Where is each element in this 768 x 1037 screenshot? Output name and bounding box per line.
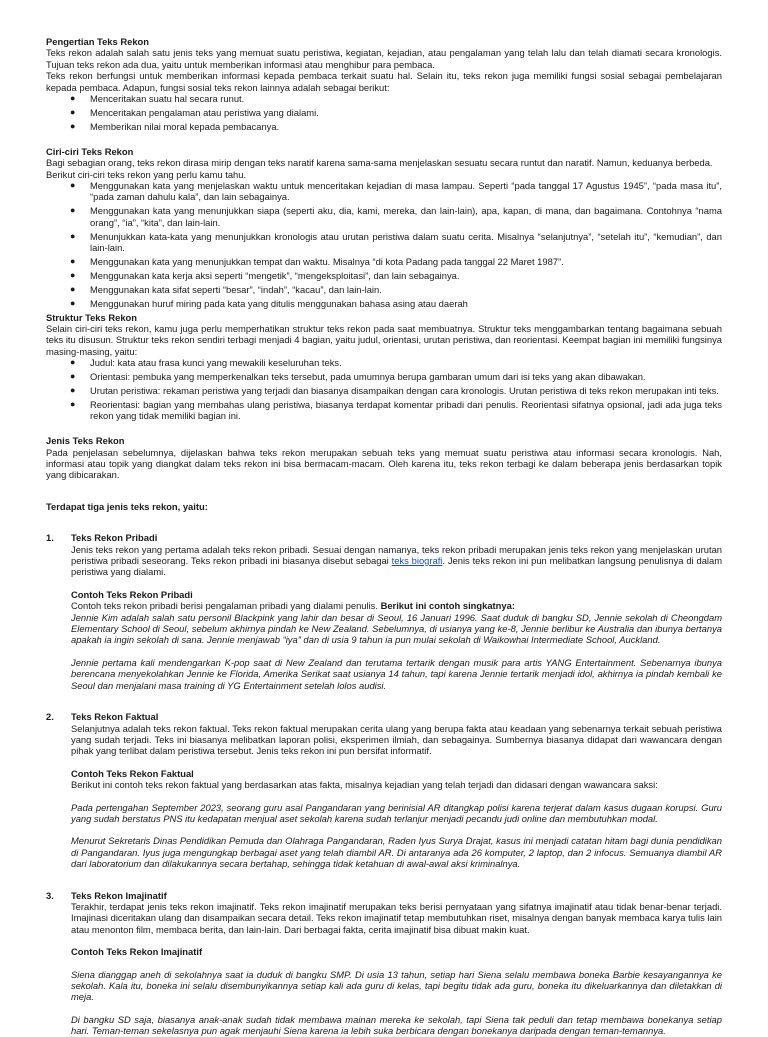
item-number: 2. bbox=[46, 711, 54, 723]
list-item: ● Menunjukkan kata-kata yang menunjukkan kronologis atau urutan peristiwa dalam suatu cerita. Misalnya “selanjutnya”, “setelah itu”, “kemudian”, dan lain-lain. bbox=[70, 230, 722, 253]
item-number: 1. bbox=[46, 532, 54, 544]
list-item: ● Menggunakan kata yang menunjukkan tempat dan waktu. Misalnya “di kota Padang pada tanggal 22 Maret 1987”. bbox=[70, 255, 564, 267]
item-number: 3. bbox=[46, 889, 54, 901]
bullet-icon: ● bbox=[70, 357, 76, 368]
biography-link[interactable]: teks biografi bbox=[391, 555, 443, 567]
list-item: ● Orientasi: pembuka yang memperkenalkan teks tersebut, pada umumnya berupa gambaran umum dari isi teks yang akan dibawakan. bbox=[70, 371, 646, 383]
item-title: Teks Rekon Faktual bbox=[71, 711, 159, 723]
numbered-item bbox=[46, 532, 722, 691]
bullet-icon: ● bbox=[70, 93, 76, 104]
paragraph: Terakhir, terdapat jenis teks rekon imajinatif. Teks rekon imajinatif merupakan teks berisi pernyataan yang sifatnya imajinatif atau tidak benar-benar terjadi. Imajinasi diceritakan ulang dan disampaikan secara detail. Teks rekon imajinatif tetap membutuhkan riset, misalnya dengan banyak membaca karya tulis lain atau menonton film, membaca berita, dan lain-lain. Dari berbagai fakta, cerita imajinatif bisa dibuat makin kuat. bbox=[71, 900, 722, 935]
example-text: Menurut Sekretaris Dinas Pendidikan Pemuda dan Olahraga Pangandaran, Raden Iyus Surya Drajat, kasus ini menjadi catatan hitam bagi dunia pendidikan di Pangandaran. Iyus juga mengungkap berbagai aset yang telah diambil AR. Di antaranya ada 26 komputer, 2 laptop, dan 2 infocus. Semuanya diambil AR dari laboratorium dan dilakukannya secara bertahap, sehingga tidak ketahuan di awal-awal aksi kriminalnya. bbox=[71, 835, 722, 870]
example-text: Jennie pertama kali mendengarkan K-pop saat di New Zealand dan terutama tertarik dengan musik para artis YANG Entertainment. Sebenarnya ibunya berencana menyekolahkan Jennie ke Florida, Amerika Serikat saat usianya 14 tahun, tapi karena Jennie tertarik menjadi idol, akhirnya ia pindah kembali ke Seoul dan menjalani masa training di YG Entertainment setelah lolos audisi. bbox=[71, 656, 722, 691]
bullet-list bbox=[46, 93, 722, 132]
paragraph: Pada penjelasan sebelumnya, dijelaskan bahwa teks rekon merupakan sebuah teks yang memuat suatu peristiwa atau informasi secara kronologis. Nah, informasi atau topik yang diangkat dalam teks rekon ini bisa bermacam-macam. Oleh karena itu, teks rekon terbagi ke dalam beberapa jenis berdasarkan topik yang dibicarakan. bbox=[46, 446, 722, 481]
item-title: Teks Rekon Pribadi bbox=[71, 532, 158, 544]
example-text: Siena dianggap aneh di sekolahnya saat ia duduk di bangku SMP. Di usia 13 tahun, setiap hari Siena selalu membawa boneka Barbie kesayangannya ke sekolah. Kala itu, boneka ini selalu disembunyikannya setiap kali ada guru di kelas, tapi begitu tidak ada guru, boneka itu dikeluarkannya dan diletakkan di meja. bbox=[71, 968, 722, 1003]
bullet-icon: ● bbox=[70, 205, 76, 216]
list-item: ● Urutan peristiwa: rekaman peristiwa yang terjadi dan biasanya disampaikan dengan cara kronologis. Urutan peristiwa di teks rekon merupakan inti teks. bbox=[70, 384, 719, 396]
bullet-icon: ● bbox=[70, 106, 76, 117]
numbered-item bbox=[46, 711, 722, 869]
list-item: ● Reorientasi: bagian yang membahas ulang peristiwa, biasanya terdapat komentar pribadi dari penulis. Reorientasi sifatnya opsional, jadi ada juga teks rekon yang tidak memiliki bagian ini. bbox=[70, 398, 722, 422]
list-item: ● Menggunakan kata yang menunjukkan siapa (seperti aku, dia, kami, mereka, dan lain-lain), apa, kapan, di mana, dan bagaimana. Contohnya “nama orang”, “ia”, “kita”, dan lain-lain. bbox=[70, 205, 722, 228]
list-item: ● Menggunakan kata yang menjelaskan waktu untuk menceritakan kejadian di masa lampau. Seperti “pada tanggal 17 Agustus 1945”, “pada masa itu”, “pada zaman dahulu kala”, dan lain sebagainya. bbox=[70, 179, 722, 203]
paragraph: Contoh teks rekon pribadi berisi pengalaman pribadi yang dialami penulis. Berikut ini contoh singkatnya: bbox=[71, 600, 515, 612]
bullet-list bbox=[46, 357, 722, 422]
list-item: ● Menggunakan kata kerja aksi seperti “mengetik”, “mengeksploitasi”, dan lain sebagainya. bbox=[70, 269, 460, 281]
bullet-icon: ● bbox=[70, 283, 76, 294]
section-heading: Jenis Teks Rekon bbox=[46, 435, 125, 447]
paragraph: Selain ciri-ciri teks rekon, kamu juga perlu memperhatikan struktur teks rekon pada saat membuatnya. Struktur teks menggambarkan tentang bagaimana sebuah teks itu disusun. Struktur teks rekon sendiri terbagi menjadi 4 bagian, yaitu judul, orientasi, urutan peristiwa, dan reorientasi. Keempat bagian ini memiliki fungsinya masing-masing, yaitu: bbox=[46, 322, 722, 357]
numbered-item bbox=[46, 890, 722, 1037]
list-item: ● Menceritakan pengalaman atau peristiwa yang dialami. bbox=[70, 106, 319, 118]
example-title: Contoh Teks Rekon Faktual bbox=[71, 767, 194, 779]
bullet-icon: ● bbox=[70, 179, 76, 190]
example-title: Contoh Teks Rekon Pribadi bbox=[71, 588, 193, 600]
list-item: ● Judul: kata atau frasa kunci yang mewakili keseluruhan teks. bbox=[70, 357, 342, 369]
section-heading: Struktur Teks Rekon bbox=[46, 311, 137, 323]
paragraph: Selanjutnya adalah teks rekon faktual. Teks rekon faktual merupakan cerita ulang yang berupa fakta atau keadaan yang sebenarnya terkait sebuah peristiwa yang sudah terjadi. Teks ini biasanya melibatkan laporan polisi, eksperimen ilmiah, dan sebagainya. Sumbernya biasanya didapat dari wawancara dengan pihak yang terlibat dalam peristiwa tersebut. Jenis teks rekon ini pun bersifat informatif. bbox=[71, 722, 722, 757]
bullet-icon: ● bbox=[70, 255, 76, 266]
paragraph: Berikut ini contoh teks rekon faktual yang berdasarkan atas fakta, misalnya kejadian yang telah terjadi dan didasari dengan wawancara saksi: bbox=[71, 779, 658, 791]
section-heading: Pengertian Teks Rekon bbox=[46, 36, 149, 47]
item-title: Teks Rekon Imajinatif bbox=[71, 889, 167, 901]
list-item: ● Memberikan nilai moral kepada pembacanya. bbox=[70, 120, 280, 132]
list-item: ● Menggunakan huruf miring pada kata yang ditulis menggunakan bahasa asing atau daerah bbox=[70, 297, 468, 309]
bullet-list bbox=[46, 180, 722, 309]
bullet-icon: ● bbox=[70, 269, 76, 280]
paragraph: Bagi sebagian orang, teks rekon dirasa mirip dengan teks naratif karena sama-sama menjelaskan sesuatu secara runtut dan naratif. Namun, keduanya berbeda. bbox=[46, 157, 713, 169]
bullet-icon: ● bbox=[70, 398, 76, 409]
example-title: Contoh Teks Rekon Imajinatif bbox=[71, 946, 203, 958]
section-heading: Ciri-ciri Teks Rekon bbox=[46, 145, 134, 157]
paragraph: Berikut ciri-ciri teks rekon yang perlu kamu tahu. bbox=[46, 168, 247, 180]
bullet-icon: ● bbox=[70, 120, 76, 131]
paragraph: Teks rekon berfungsi untuk memberikan informasi kepada pembaca terkait suatu hal. Selain itu, teks rekon juga memiliki fungsi sosial sebagai pembelajaran kepada pembaca. Adapun, fungsi sosial teks rekon lainnya adalah sebagai berikut: bbox=[46, 70, 722, 93]
example-text: Jennie Kim adalah salah satu personil Blackpink yang lahir dan besar di Seoul, 16 Januari 1996. Saat duduk di bangku SD, Jennie sekolah di Cheongdam Elementary School di Seoul, sebelum akhirnya pindah ke New Zealand. Sebelumnya, di usianya yang ke-8, Jennie berlibur ke Australia dan ibunya bertanya apakah ia ingin sekolah di sana. Jennie menjawab “iya” dan di usia 9 tahun ia pun mulai sekolah di Waikowhai Intermediate School, Auckland. bbox=[71, 611, 722, 646]
list-item: ● Menceritakan suatu hal secara runut. bbox=[70, 93, 245, 105]
example-text: Di bangku SD saja, biasanya anak-anak sudah tidak membawa mainan mereka ke sekolah, tapi Siena tak peduli dan tetap membawa bonekanya setiap hari. Teman-teman sekelasnya pun agak menjauhi Siena karena ia lebih suka berbicara dengan bonekanya daripada dengan teman-temannya. bbox=[71, 1013, 722, 1037]
paragraph: Jenis teks rekon yang pertama adalah teks rekon pribadi. Sesuai dengan namanya, teks rekon pribadi merupakan jenis teks rekon yang menjelaskan urutan peristiwa pribadi seseorang. Teks rekon pribadi ini biasanya disebut sebagai teks biografi. Jenis teks rekon ini pun melibatkan langsung penulisnya di dalam peristiwa yang dialami. bbox=[71, 543, 723, 578]
bullet-icon: ● bbox=[70, 371, 76, 382]
bullet-icon: ● bbox=[70, 384, 76, 395]
bullet-icon: ● bbox=[70, 297, 76, 308]
bullet-icon: ● bbox=[70, 230, 76, 241]
list-item: ● Menggunakan kata sifat seperti “besar”, “indah”, “kacau”, dan lain-lain. bbox=[70, 283, 382, 295]
example-text: Pada pertengahan September 2023, seorang guru asal Pangandaran yang berinisial AR ditangkap polisi karena terjerat dalam kasus dugaan korupsi. Guru yang sudah berstatus PNS itu kedapatan menjual aset sekolah karena sudah terlanjur menjadi pecandu judi online dan membutuhkan modal. bbox=[71, 801, 722, 824]
list-intro: Terdapat tiga jenis teks rekon, yaitu: bbox=[46, 500, 208, 512]
paragraph: Teks rekon adalah salah satu jenis teks yang memuat suatu peristiwa, kegiatan, kejadian, atau pengalaman yang telah lalu dan telah diamati secara kronologis. Tujuan teks rekon ada dua, yaitu untuk memberikan informasi atau menghibur para pembaca. bbox=[46, 47, 722, 70]
